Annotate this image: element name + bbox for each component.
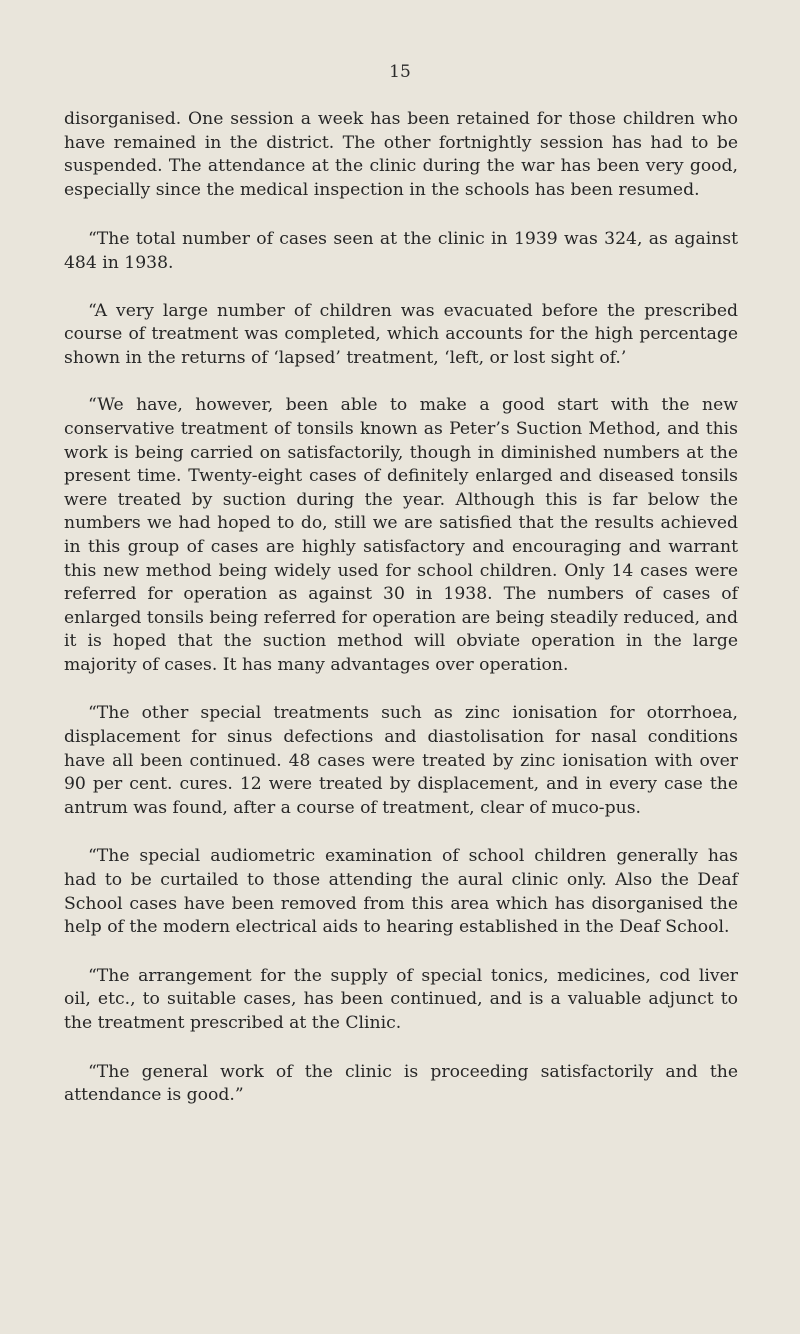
page-number: 15	[389, 62, 411, 82]
paragraph-general-work: “The general work of the clinic is proceeding satisfactorily and the attendance is good.”	[64, 1061, 738, 1106]
body-text	[64, 108, 738, 1108]
paragraph-audiometric-examination: “The special audiometric examination of school children generally has had to be curtailed to those attending the aural clinic only. Also the Deaf School cases have been removed from this area which has disorganised the help of the modern electrical aids to hearing established in the Deaf School.	[64, 846, 738, 938]
paragraph-special-tonics: “The arrangement for the supply of special tonics, medicines, cod liver oil, etc., to suitable cases, has been continued, and is a valuable adjunct to the treatment prescribed at the Clinic.	[64, 965, 738, 1033]
paragraph-total-cases: “The total number of cases seen at the clinic in 1939 was 324, as against 484 in 1938.	[64, 229, 738, 273]
paragraph-evacuated-children: “A very large number of children was evacuated before the prescribed course of treatment was completed, which accounts for the high percentage shown in the returns of ‘lapsed’ treatment, ‘left, or lost sight of.’	[64, 300, 738, 368]
paragraph-suction-method: “We have, however, been able to make a good start with the new conservative treatment of tonsils known as Peter’s Suction Method, and this work is being carried on satisfactorily, though in diminished numbers at the present time. Twenty-eight cases of definitely enlarged and diseased tonsils were treated by suction during the year. Although this is far below the numbers we had hoped to do, still we are satisfied that the results achieved in this group of cases are highly satisfactory and encouraging and warrant this new method being widely used for school children. Only 14 cases were referred for operation as against 30 in 1938. The numbers of cases of enlarged tonsils being referred for operation are being steadily reduced, and it is hoped that the suction method will obviate operation in the large majority of cases. It has many advantages over operation.	[64, 395, 738, 675]
paragraph-special-treatments: “The other special treatments such as zinc ionisation for otorrhoea, displacement for sinus defections and diastolisation for nasal conditions have all been continued. 48 cases were treated by zinc ionisation with over 90 per cent. cures. 12 were treated by displacement, and in every case the antrum was found, after a course of treatment, clear of muco-pus.	[64, 703, 738, 818]
paragraph-continuation: disorganised. One session a week has been retained for those children who have remained in the district. The other fortnightly session has had to be suspended. The attendance at the clinic during the war has been very good, especially since the medical inspection in the schools has been resumed.	[64, 109, 738, 200]
